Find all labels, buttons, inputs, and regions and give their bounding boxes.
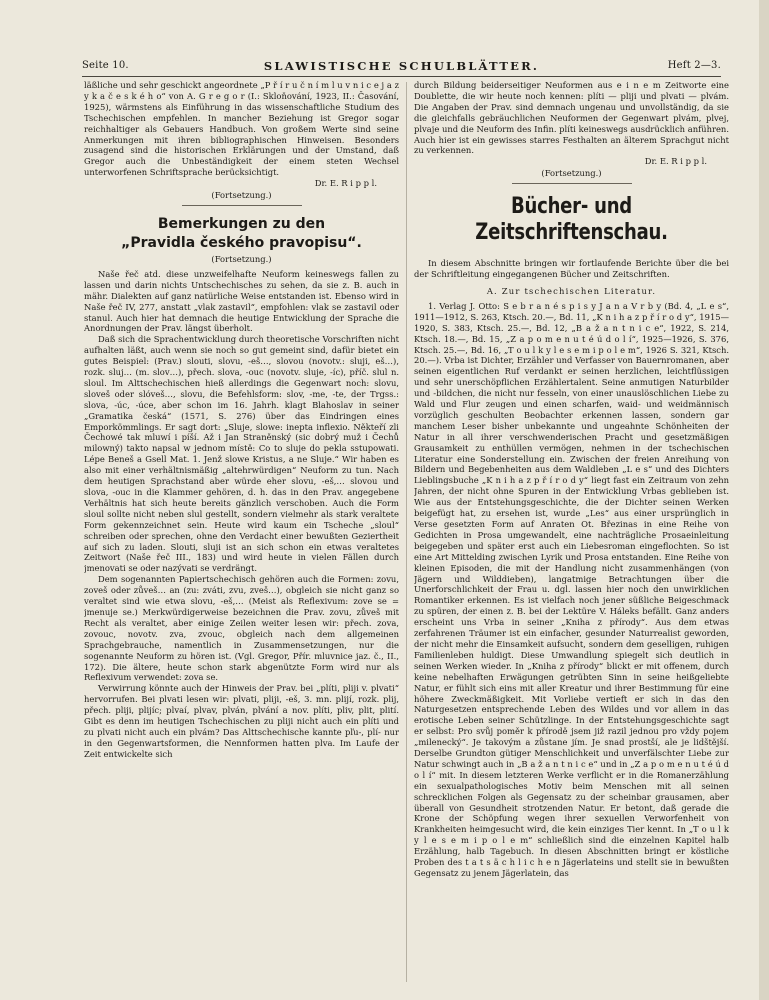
section-title: Bücher- und Zeitschriftenschau. — [475, 194, 668, 246]
issue-number: Heft 2—3. — [667, 60, 721, 71]
right-column — [414, 80, 729, 985]
paragraph: Dem sogenannten Papiertschechisch gehören auch die Formen: zovu, zoveš oder zůveš… an (zu: zváti, zvu, zveš…), obgleich sie nicht ganz so veraltet sind wie etwa slovu, -eš,… (Meist als Reflexivum: zove se = jmenuje se.) Merkwürdigerweise bezeichnen die Prav. zovu, zůveš mit Recht als veraltet, aber einige Zeilen weiter lesen wir: přech. zova, zovouc, novotv. zva, zvouc, obgleich nach dem allgemeinen Sprachgebrauche, namentlich in Zusammensetzungen, nur die sogenannte Neuform zu hören ist. (Vgl. Gregor, Přír. mluvnice jaz. č., II., 172). Die ältere, heute schon stark abgenützte Form wird nur als Reflexivum verwendet: zova se. — [84, 574, 399, 683]
paragraph: Verwirrung könnte auch der Hinweis der Prav. bei „plíti, pliji v. plvati“ hervorrufen. Bei plvati lesen wir: plvati, pliji, -eš, 3. mn. plijí, rozk. plij, přech. pliji, plijíc; plvaí, plvav, plván, plvání a nov. plíti, pliv, plit, plití. Gibt es denn im heutigen Tschechischen zu pliji nicht auch ein plíti und zu plvati nicht auch ein plvám? Das Alttschechische kannte pľu-, plí- nur in den Gegenwartsformen, die Nennformen hatten plva. Im Laufe der Zeit entwickelte sich — [84, 683, 399, 759]
article-title-line-2: „Pravidla českého pravopisu“. — [121, 234, 362, 251]
paragraph: Naše řeč atd. diese unzweifelhafte Neuform keineswegs fallen zu lassen und darin nichts Untschechisches zu sehen, da sie z. B. auch in mähr. Dialekten auf ganz natürliche Weise entstanden ist. Ebenso wird in Naše řeč IV, 277, anstatt „vlak zastavil“, empfohlen: vlak se zastavil oder stanul. Auch hier hat demnach die heutige Entwicklung der Sprache die Anordnungen der Prav. längst überholt. — [84, 268, 399, 334]
page-edge-shadow — [759, 0, 769, 1000]
paragraph: durch Bildung beiderseitiger Neuformen aus e i n e m Zeitworte eine Doublette, die wir heute noch kennen: plíti — pliji und plvati — plvám. Die Angaben der Prav. sind demnach ungenau und unvollständig, da sie die gleichfalls gebräuchlichen Neuformen der Gegenwart plvám, plvej, plvaje und die Neuform des Infin. plíti keineswegs ausdrücklich anführen. Auch hier ist ein gewisses starres Festhalten an älterem Sprachgut nicht zu verkennen. — [414, 80, 729, 156]
section-separator — [512, 183, 632, 184]
continuation-note: (Fortsetzung.) — [541, 168, 602, 179]
continuation-note: (Fortsetzung.) — [211, 190, 272, 201]
paragraph: 1. Verlag J. Otto: S e b r a n é s p i s y J a n a V r b y (Bd. 4, „L e s“, 1911—1912, S. 263, Ktsch. 20.—, Bd. 11, „K n i h a z p ř í r o d y“, 1915—1920, S. 383, Ktsch. 25.—, Bd. 12, „B a ž a n t n i c e“, 1922, S. 214, Ktsch. 18.—, Bd. 15, „Z a p o m e n u t é ú d o l í“, 1925—1926, S. 376, Ktsch. 25.—, Bd. 16, „T o u l k y l e s e m i p o l e m“, 1926 S. 321, Ktsch. 20.—). Vrba ist Dichter, Erzähler und Verfasser von Bauernromanen, aber seinen eigentlichen Ruf verdankt er seinen herzlichen, leichtflüssigen und sehr unerschöpflichen Erzählertalent. Seine anmutigen Naturbilder und -bildchen, die nicht nur fesseln, von einer unauslöschlichen Liebe zu Wald und Flur zeugen und einen scharfen, waid- und weidmännisch vorzüglich geschulten Beobachter erkennen lassen, sondern gar manchem Leser bisher unbekannte und ungeahnte Schönheiten der Natur in all ihrer verschwenderischen Pracht und gesetzmäßigen Grausamkeit zu enthüllen vermögen, nehmen in der tschechischen Literatur eine Sonderstellung ein. Zwischen der freien Anreihung von Bildern und Begebenheiten aus dem Waldleben „L e s“ und des Dichters Lieblingsbuche „K n i h a z p ř í r o d y“ liegt fast ein Zeitraum von zehn Jahren, der nicht ohne Spuren in der Entwicklung Vrbas geblieben ist. Wie aus der Entstehungsgeschichte, die der Dichter seinen Werken beigefügt hat, zu ersehen ist, wurde „Les“ aus einer ursprünglich in Verse gesetzten Form auf Anraten Ot. Březinas in eine Reihe von Gedichten in Prosa umgewandelt, eine nachträgliche Prosaeinleitung beigegeben und später erst auch ein Liebesroman eingeflochten. So ist eine Art Mittelding zwischen Lyrik und Prosa entstanden. Eine Reihe von kleinen Episoden, die mit der Handlung nicht zusammenhängen (von Jägern und Wilddieben), langatmige Betrachtungen über die Unerforschlichkeit der Frau u. dgl. lassen hier noch den unwirklichen Romantiker erkennen. Es ist vielfach noch jener süßliche Beigeschmack zu spüren, der einen z. B. bei der Lektüre V. Háleks befällt. Ganz anders erscheint uns Vrba in seiner „Kniha z přírody“. Aus dem etwas zerfahrenen Träumer ist ein einfacher, gesunder Naturrealist geworden, der nicht mehr die Einsamkeit aufsucht, sondern dem geselligen, ruhigen Familienleben huldigt. Diese Umwandlung spiegelt sich deutlich in seinen Werken wieder. In „Kniha z přírody“ blickt er mit offenem, durch keine nebelhaften Erwägungen getrübten Sinn in seine heißgeliebte Natur, er fühlt sich eins mit aller Kreatur und ihrer Bestimmung für eine höhere Zweckmäßigkeit. Mit Vorliebe vertieft er sich in das den Naturgesetzen entsprechende Leben des Wildes und vor allem in das erotische Leben seiner Schützlinge. In der Entstehungsgeschichte sagt er selbst: Pro svůj poměr k přírodě jsem již razil jednou pro vždy pojem „milenecký“. Je takovým a zůstane jím. Je snad prostší, ale je lidštější. Derselbe Grundton gütiger Menschlichkeit und unverfälschter Liebe zur Natur schwingt auch in „B a ž a n t n i c e“ und in „Z a p o m e n u t é ú d o l í“ mit. In diesem letzteren Werke verflicht er in die Romanerzählung ein sexualpathologisches Motiv beim Menschen mit all seinen schrecklichen Folgen als Gegensatz zu der scheinbar grausamen, aber überall von Gesundheit strotzenden Natur. Er betont, daß gerade die Krone der Schöpfung wegen ihrer sexuellen Verworfenheit von Krankheiten heimgesucht wird, die kein einziges Tier kennt. In „T o u l k y l e s e m i p o l e m“ schließlich sind die einzelnen Kapitel halb Erzählung, halb Tagebuch. In diesen Abschnitten bringt er köstliche Proben des t a t s ä c h l i c h e n Jägerlateins und stellt sie in bewußten Gegensatz zu jenem Jägerlatein, das — [414, 300, 729, 878]
journal-title: SLAWISTISCHE SCHULBLÄTTER. — [263, 59, 540, 73]
intro-paragraph: In diesem Abschnitte bringen wir fortlaufende Berichte über die bei der Schriftleitung eingegangenen Bücher und Zeitschriften. — [414, 258, 729, 280]
author-signature: Dr. E. R i p p l. — [644, 156, 707, 167]
author-signature: Dr. E. R i p p l. — [314, 178, 377, 189]
section-separator — [182, 205, 302, 206]
subsection-heading: A. Zur tschechischen Literatur. — [486, 285, 657, 296]
running-header — [82, 56, 721, 74]
continuation-note: (Fortsetzung.) — [211, 253, 272, 264]
paragraph: Daß sich die Sprachentwicklung durch theoretische Vorschriften nicht aufhalten läßt, auch wenn sie noch so gut gemeint sind, dafür bietet ein gutes Beispiel: (Prav.) slouti, slovu, -eš…, slovou (novotv.: sluji, eš…), rozk. sluj… (m. slov…), přech. slova, -ouc (novotv. sluje, -íc), příč. slul n. sloul. Im Alttschechischen hieß allerdings die Gegenwart noch: slovu, sloveš oder slóveš…, slovu, die Befehlsform: slov, -me, -te, der Trgss.: slova, -úc, -úce, aber schon im 16. Jahrh. klagt Blahoslav in seiner „Gramatika česká“ (1571, S. 276) über das Eindringen eines Emporkömmlings. Er sagt dort: „Sluje, slowe: inepta inflexio. Někteří zli Čechowé tak mluwí i píší. Až i Jan Straněnský (sic dobrý muž i Čechů milowný) takto napsal w jednom místě: Co to sluje do pekla sstupowati. Lépe Beneš a Gsell Mat. 1. Jenž slowe Kristus, a ne Sluje.“ Wir haben es also mit einer verhältnismäßig „altehrwürdigen“ Neuform zu tun. Nach dem heutigen Sprachstand aber würde eher slovu, -eš,… slovou und slova, -ouc in die Klammer gehören, d. h. das in den Prav. angegebene Verhältnis hat sich heute bereits gänzlich verschoben. Auch die Form sloul sollte nicht neben slul gestellt, sondern vielmehr als stark veraltete Form gekennzeichnet sein. Heute wird kaum ein Tscheche „sloul“ schreiben oder sprechen, ohne den Verdacht einer bewußten Geziertheit auf sich zu laden. Slouti, sluji ist an sich schon ein etwas veraltetes Zeitwort (Naše řeč III., 183) und wird heute in vielen Fällen durch jmenovati se oder nazývati se verdrängt. — [84, 334, 399, 574]
article-title-line-1: Bemerkungen zu den — [157, 215, 326, 232]
column-divider — [406, 82, 407, 982]
left-column — [84, 80, 399, 985]
header-rule — [82, 76, 721, 77]
page-number: Seite 10. — [82, 60, 129, 71]
paragraph: läßliche und sehr geschickt angeordnete „P ř í r u č n í m l u v n i c e j a z y k a č e s k é h o“ von A. G r e g o r (I.: Skloňování, 1923, II.: Časování, 1925), wärmstens als Einführung in das wissenschaftliche Studium des Tschechischen empfehlen. In mancher Beziehung ist Gregor sogar reichhaltiger als Gebauers Handbuch. Von großem Werte sind seine Anmerkungen mit ihren bibliographischen Hinweisen. Besonders zusagend sind die historischen Erklärungen und der Umstand, daß Gregor auch die Unbeständigkeit der einem steten Wechsel unterworfenen Schriftsprache berücksichtigt. — [84, 80, 399, 178]
